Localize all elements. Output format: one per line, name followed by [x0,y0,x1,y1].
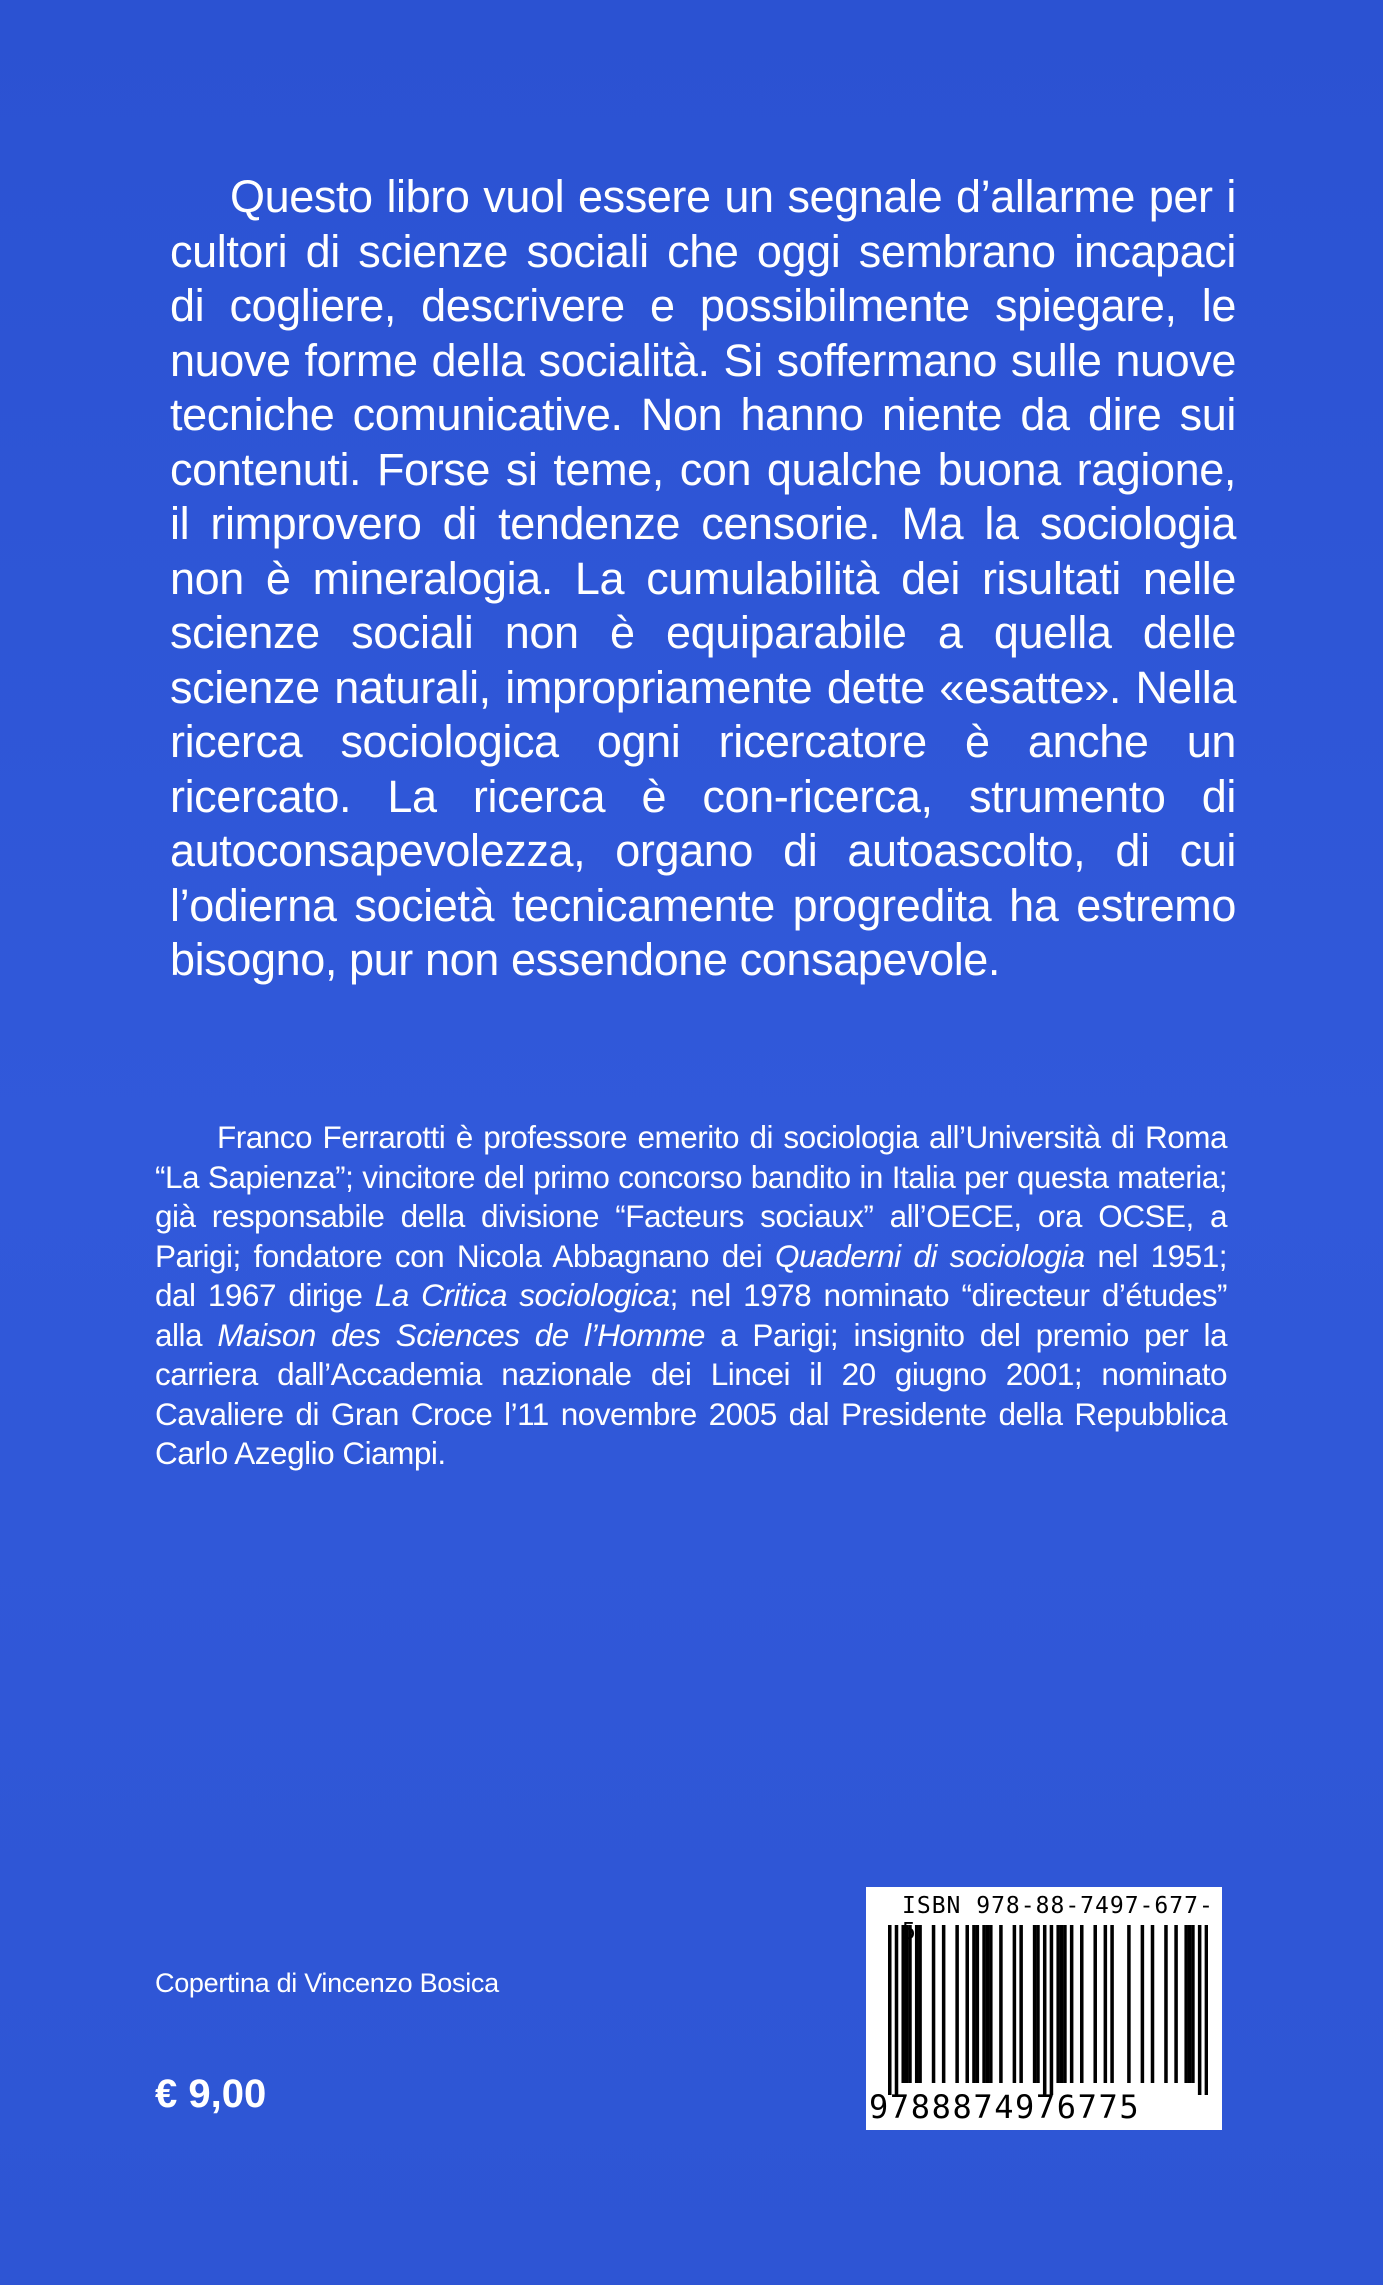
barcode-bar [1127,1925,1131,2083]
bio-text-2: nel 1951; dal 1967 dirige [155,1237,1227,1313]
barcode-bar [1033,1925,1037,2083]
barcode-bar [965,1925,969,2083]
ean-digits: 9788874976775 [869,2088,1141,2126]
barcode-bar [1164,1925,1168,2083]
barcode-bar [1050,1925,1054,2095]
isbn-text: ISBN 978-88-7497-677- [902,1893,1214,1919]
bio-text-1: Franco Ferrarotti è professore emerito di sociologia all’Università di Roma “La Sapienza”; vincitore del primo concorso bandito in Italia per questa materia; già responsabile della divisione “Facteurs sociaux” all’OECE, ora OCSE, a Parigi; fondatore con Nicola Abbagnano dei [155,1119,1227,1274]
barcode-bar [955,1925,959,2083]
bio-title-quaderni: Quaderni di sociologia [775,1237,1085,1274]
barcode-bar [888,1925,892,2095]
barcode-bar [1043,1925,1047,2095]
barcode-bar [901,1925,905,2083]
bio-title-critica: La Critica sociologica [374,1277,670,1313]
barcode-bar [1093,1925,1097,2083]
bio-text-4: a Parigi; insignito del premio per la carriera dall’Accademia nazionale dei Lincei il 20 giugno 2001; nominato Cavaliere di Gran Croce l’11 novembre 2005 dal Presidente della Repubblica Carlo Azeglio Ciampi. [155,1316,1227,1471]
barcode-bar [1063,1925,1067,2083]
barcode-bar [895,1925,899,2095]
barcode-bar [1184,1925,1188,2083]
barcode-bar [1056,1925,1060,2083]
barcode-bar [972,1925,976,2083]
barcode-bar [1151,1925,1155,2083]
price-label: € 9,00 [155,2072,267,2116]
barcode-bar [999,1925,1003,2083]
barcode-bar [1060,1925,1064,2083]
author-bio [155,1118,1227,1474]
barcode-bar [1104,1925,1108,2083]
bio-text-3: ; nel 1978 nominato “directeur d’études” alla [155,1277,1227,1353]
bio-title-maison: Maison des Sciences de l’Homme [217,1316,705,1353]
cover-credit: Copertina di Vincenzo Bosica [155,1968,499,1998]
barcode-bar [976,1925,980,2083]
barcode-bar [1205,1925,1208,2095]
barcode-bar [942,1925,946,2083]
barcode-bar [1188,1925,1192,2083]
blurb-paragraph: Questo libro vuol essere un segnale d’allarme per i cultori di scienze sociali che oggi sembrano incapaci di cogliere, descrivere e possibilmente spiegare, le nuove forme della socialità. Si soffermano sulle nuove tecniche comunicative. Non hanno niente da dire sui contenuti. Forse si teme, con qualche buona ragione, il rimprovero di tendenze censorie. Ma la sociologia non è mineralogia. La cumulabilità dei risultati nelle scienze sociali non è equiparabile a quella delle scienze naturali, impropriamente dette «esatte». Nella ricerca sociologica ogni ricercatore è anche un ricercato. La ricerca è con-ricerca, strumento di autoconsapevolezza, organo di autoascolto, di cui l’odierna società tecnicamente progredita ha estremo bisogno, pur non essendone consapevole. [170,171,1236,985]
barcode-label [866,1887,1222,2130]
barcode-bar [982,1925,986,2083]
barcode-bars [888,1925,1208,2095]
barcode-bar [932,1925,936,2083]
barcode-bar [986,1925,990,2083]
barcode-bar [1141,1925,1145,2083]
barcode-bar [1198,1925,1202,2095]
barcode-bar [1036,1925,1040,2083]
barcode-bar [1080,1925,1084,2083]
barcode-bar [915,1925,919,2083]
barcode-bar [989,1925,993,2083]
barcode-bar [1013,1925,1017,2083]
barcode-bar [918,1925,922,2083]
barcode-bar [1110,1925,1114,2083]
barcode-bar [1019,1925,1023,2083]
barcode-bar [1070,1925,1074,2083]
barcode-bar [1174,1925,1178,2083]
barcode-bar [905,1925,909,2083]
barcode-bar [908,1925,912,2083]
barcode-bar [1191,1925,1195,2083]
